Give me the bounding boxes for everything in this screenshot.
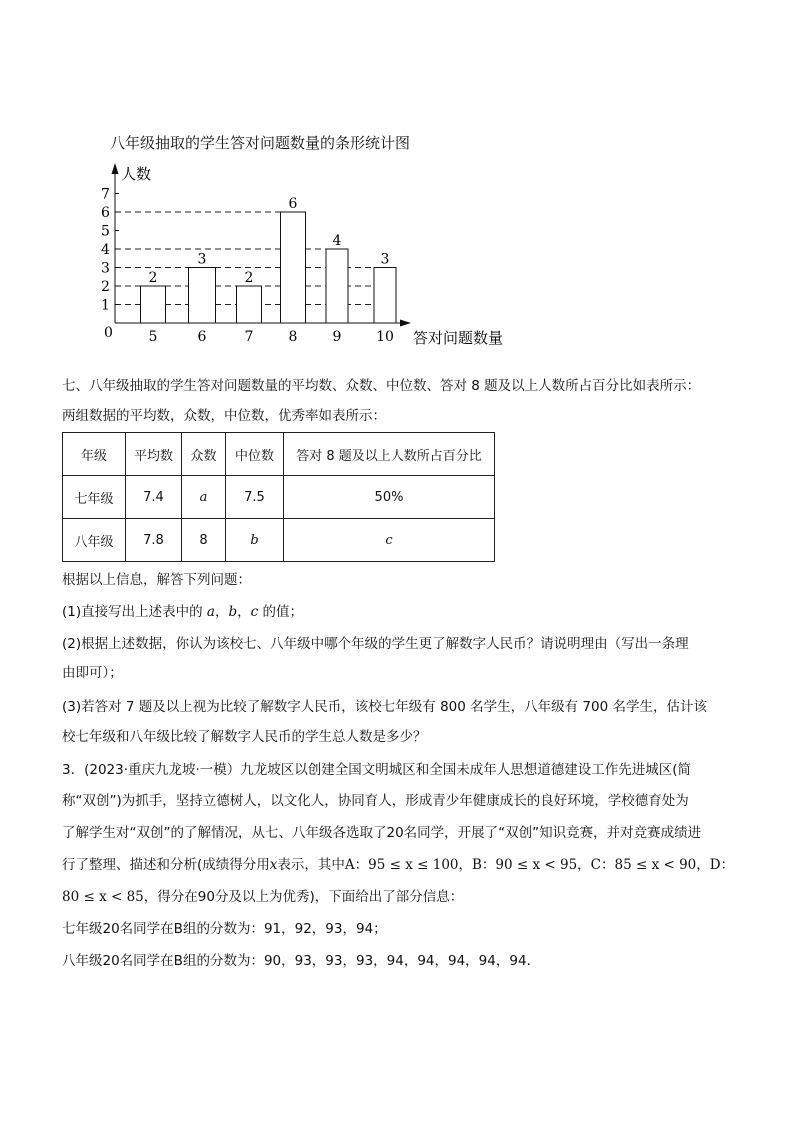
p7-line1: 七、八年级抽取的学生答对问题数量的平均数、众数、中位数、答对 8 题及以上人数所占百分比如表所示： (62, 378, 701, 394)
origin-label: 0 (104, 325, 113, 341)
table-cell: 7.8 (126, 519, 182, 562)
table-cell: a (182, 476, 226, 519)
table-header: 中位数 (226, 433, 284, 476)
table-cell: 8 (182, 519, 226, 562)
value-label: 3 (380, 251, 390, 268)
bar (141, 286, 166, 323)
table-header: 平均数 (126, 433, 182, 476)
question-2-line1: (2)根据上述数据，你认为该校七、八年级中哪个年级的学生更了解数字人民币？请说明理由（写出一条理 (62, 636, 689, 652)
question-3-line2: 校七年级和八年级比较了解数字人民币的学生总人数是多少？ (62, 729, 427, 745)
value-label: 2 (148, 270, 158, 286)
x-tick-label: 8 (288, 329, 298, 345)
table-cell: 7.4 (126, 476, 182, 519)
y-tick-label: 6 (101, 205, 110, 221)
chart-title: 八年级抽取的学生答对问题数量的条形统计图 (110, 134, 411, 152)
info-intro: 根据以上信息，解答下列问题： (62, 572, 251, 588)
problem3-line1: 3．(2023·重庆九龙坡·一模）九龙坡区以创建全国文明城区和全国未成年人思想道德建设工作先进城区(简 (62, 762, 692, 778)
table-header: 年级 (63, 433, 126, 476)
value-label: 3 (197, 251, 207, 268)
table-cell: c (284, 519, 495, 562)
bar (326, 249, 348, 323)
y-tick-label: 2 (101, 279, 110, 295)
stats-table (62, 432, 495, 562)
x-ticks (149, 329, 394, 345)
y-tick-label: 3 (101, 260, 110, 277)
bar-chart (0, 0, 794, 360)
table-cell: 7.5 (226, 476, 284, 519)
y-tick-label: 7 (101, 186, 110, 203)
x-tick-label: 9 (332, 329, 342, 345)
problem3-line7: 八年级20名同学在B组的分数为：90，93，93，93，94，94，94，94，94. (62, 953, 531, 969)
table-row (63, 476, 495, 519)
bar (374, 268, 396, 324)
table-header: 众数 (182, 433, 226, 476)
question-2-line2: 由即可）； (62, 665, 123, 681)
problem3-line4: 行了整理、描述和分析(成绩得分用x表示，其中A：95 ≤ x ≤ 100，B：90 ≤ x < 95，C：85 ≤ x < 90，D： (62, 857, 735, 873)
problem3-line6: 七年级20名同学在B组的分数为：91，92，93，94； (62, 921, 387, 937)
table-row (63, 519, 495, 562)
y-tick-label: 1 (101, 297, 110, 314)
bar (281, 212, 306, 323)
value-label: 2 (244, 270, 254, 286)
bar (189, 268, 216, 324)
problem3-line2: 称“双创”)为抓手，坚持立德树人，以文化人，协同育人，形成青少年健康成长的良好环境，学校德育处为 (62, 793, 689, 809)
problem3-line5: 80 ≤ x < 85，得分在90分及以上为优秀)，下面给出了部分信息： (62, 889, 464, 905)
p7-line2: 两组数据的平均数，众数，中位数，优秀率如表所示： (62, 408, 386, 424)
bar (237, 286, 262, 323)
x-tick-label: 7 (244, 329, 254, 345)
x-axis-arrow (400, 320, 411, 327)
question-3-line1: (3)若答对 7 题及以上视为比较了解数字人民币，该校七年级有 800 名学生，八年级有 700 名学生，估计该 (62, 699, 707, 715)
table-header: 答对 8 题及以上人数所占百分比 (284, 433, 495, 476)
value-label: 6 (288, 196, 298, 212)
y-tick-label: 4 (101, 242, 110, 258)
question-1: (1)直接写出上述表中的 a，b，c 的值； (62, 604, 303, 620)
table-cell: b (226, 519, 284, 562)
table-cell: 八年级 (63, 519, 126, 562)
y-tick-label: 5 (101, 223, 110, 240)
value-labels (149, 196, 390, 286)
value-label: 4 (332, 233, 342, 249)
x-axis-label: 答对问题数量 (413, 329, 504, 347)
x-tick-label: 6 (197, 329, 207, 345)
y-axis-label: 人数 (121, 165, 152, 183)
table-cell: 七年级 (63, 476, 126, 519)
table-header-row (63, 433, 495, 476)
y-axis-arrow (112, 163, 119, 174)
y-ticks (101, 187, 119, 314)
x-tick-label: 5 (148, 329, 158, 345)
table-cell: 50% (284, 476, 495, 519)
x-tick-label: 10 (376, 329, 394, 345)
problem3-line3: 了解学生对“双创”的了解情况，从七、八年级各选取了20名同学，开展了“双创”知识竞赛，并对竞赛成绩进 (62, 825, 702, 841)
